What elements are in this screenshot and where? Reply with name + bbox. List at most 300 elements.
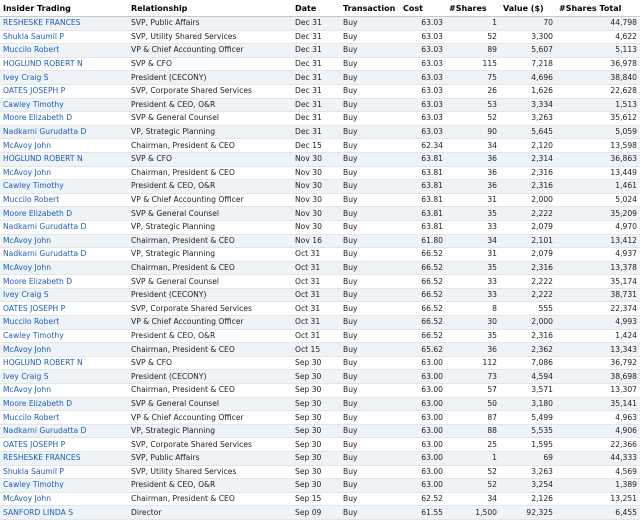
insider-name-cell [0, 248, 128, 262]
shares-cell: 90 [446, 125, 500, 139]
table-row [0, 302, 640, 316]
table-row [0, 152, 640, 166]
insider-name-link[interactable]: Muccilo Robert [3, 317, 60, 327]
value-cell: 3,571 [500, 384, 556, 398]
insider-name-cell [0, 329, 128, 343]
relationship-cell: SVP, Corporate Shared Services [128, 302, 292, 316]
insider-name-cell [0, 234, 128, 248]
date-cell: Oct 31 [292, 288, 340, 302]
shares-cell: 52 [446, 30, 500, 44]
date-cell: Sep 30 [292, 424, 340, 438]
relationship-cell: President (CECONY) [128, 71, 292, 85]
insider-name-link[interactable]: Ivey Craig S [3, 290, 49, 300]
relationship-cell: VP, Strategic Planning [128, 125, 292, 139]
shares-cell: 33 [446, 288, 500, 302]
shares-cell: 31 [446, 248, 500, 262]
table-header-row [0, 0, 640, 17]
insider-name-cell [0, 275, 128, 289]
table-row [0, 180, 640, 194]
date-cell: Dec 31 [292, 57, 340, 71]
cost-cell: 65.62 [400, 343, 446, 357]
shares-total-cell: 13,378 [556, 261, 640, 275]
relationship-cell: VP & Chief Accounting Officer [128, 193, 292, 207]
shares-cell: 57 [446, 384, 500, 398]
table-row [0, 84, 640, 98]
date-cell: Oct 15 [292, 343, 340, 357]
date-cell: Oct 31 [292, 248, 340, 262]
table-row [0, 329, 640, 343]
insider-name-link[interactable]: Cawley Timothy [3, 480, 64, 490]
insider-name-link[interactable]: Ivey Craig S [3, 371, 49, 381]
header-shares-total: #Shares Total [556, 0, 640, 17]
insider-name-link[interactable]: Shukla Saumil P [3, 466, 64, 476]
relationship-cell: SVP, Public Affairs [128, 17, 292, 31]
insider-name-link[interactable]: Moore Elizabeth D [3, 398, 73, 408]
insider-name-cell [0, 316, 128, 330]
cost-cell: 63.03 [400, 71, 446, 85]
table-row [0, 139, 640, 153]
value-cell: 5,645 [500, 125, 556, 139]
shares-cell: 50 [446, 397, 500, 411]
table-row [0, 44, 640, 58]
insider-name-cell [0, 465, 128, 479]
shares-total-cell: 22,628 [556, 84, 640, 98]
date-cell: Sep 30 [292, 411, 340, 425]
date-cell: Nov 30 [292, 180, 340, 194]
table-row [0, 370, 640, 384]
date-cell: Dec 31 [292, 84, 340, 98]
cost-cell: 63.81 [400, 220, 446, 234]
shares-cell: 115 [446, 57, 500, 71]
table-row [0, 411, 640, 425]
shares-total-cell: 22,374 [556, 302, 640, 316]
insider-name-cell [0, 180, 128, 194]
insider-name-link[interactable]: Nadkarni Gurudatta D [3, 249, 87, 259]
cost-cell: 62.34 [400, 139, 446, 153]
cost-cell: 63.03 [400, 125, 446, 139]
relationship-cell: President & CEO, O&R [128, 98, 292, 112]
insider-name-cell [0, 479, 128, 493]
insider-name-cell [0, 207, 128, 221]
header-shares: #Shares [446, 0, 500, 17]
transaction-cell: Buy [340, 465, 400, 479]
shares-cell: 88 [446, 424, 500, 438]
cost-cell: 63.00 [400, 479, 446, 493]
value-cell: 555 [500, 302, 556, 316]
table-row [0, 220, 640, 234]
insider-name-link[interactable]: Moore Elizabeth D [3, 276, 73, 286]
cost-cell: 63.03 [400, 98, 446, 112]
insider-name-link[interactable]: Moore Elizabeth D [3, 113, 73, 123]
value-cell: 2,316 [500, 329, 556, 343]
shares-total-cell: 13,598 [556, 139, 640, 153]
insider-name-link[interactable]: HOGLUND ROBERT N [3, 358, 83, 368]
shares-total-cell: 13,343 [556, 343, 640, 357]
insider-name-link[interactable]: Muccilo Robert [3, 195, 60, 205]
shares-total-cell: 35,209 [556, 207, 640, 221]
header-value: Value ($) [500, 0, 556, 17]
value-cell: 2,120 [500, 139, 556, 153]
cost-cell: 66.52 [400, 316, 446, 330]
insider-name-link[interactable]: OATES JOSEPH P [3, 303, 66, 313]
insider-name-link[interactable]: McAvoy John [3, 262, 52, 272]
shares-total-cell: 44,798 [556, 17, 640, 31]
date-cell: Dec 31 [292, 98, 340, 112]
cost-cell: 63.03 [400, 44, 446, 58]
insider-name-link[interactable]: Nadkarni Gurudatta D [3, 426, 87, 436]
cost-cell: 63.00 [400, 397, 446, 411]
transaction-cell: Buy [340, 180, 400, 194]
shares-total-cell: 35,174 [556, 275, 640, 289]
date-cell: Sep 09 [292, 506, 340, 520]
cost-cell: 63.00 [400, 438, 446, 452]
insider-name-cell [0, 152, 128, 166]
cost-cell: 63.00 [400, 356, 446, 370]
shares-total-cell: 1,424 [556, 329, 640, 343]
insider-name-link[interactable]: Nadkarni Gurudatta D [3, 222, 87, 232]
relationship-cell: Chairman, President & CEO [128, 343, 292, 357]
value-cell: 70 [500, 17, 556, 31]
insider-name-cell [0, 139, 128, 153]
relationship-cell: SVP & CFO [128, 356, 292, 370]
shares-cell: 34 [446, 234, 500, 248]
table-row [0, 98, 640, 112]
insider-name-link[interactable]: HOGLUND ROBERT N [3, 59, 83, 69]
insider-name-link[interactable]: OATES JOSEPH P [3, 86, 66, 96]
shares-cell: 36 [446, 180, 500, 194]
value-cell: 7,218 [500, 57, 556, 71]
table-row [0, 30, 640, 44]
transaction-cell: Buy [340, 112, 400, 126]
table-row [0, 166, 640, 180]
shares-total-cell: 6,455 [556, 506, 640, 520]
insider-name-cell [0, 452, 128, 466]
date-cell: Oct 31 [292, 316, 340, 330]
date-cell: Sep 30 [292, 479, 340, 493]
header-transaction: Transaction [340, 0, 400, 17]
cost-cell: 63.00 [400, 411, 446, 425]
transaction-cell: Buy [340, 288, 400, 302]
transaction-cell: Buy [340, 152, 400, 166]
shares-total-cell: 13,412 [556, 234, 640, 248]
transaction-cell: Buy [340, 370, 400, 384]
transaction-cell: Buy [340, 452, 400, 466]
cost-cell: 63.00 [400, 452, 446, 466]
insider-name-cell [0, 220, 128, 234]
date-cell: Nov 30 [292, 166, 340, 180]
insider-name-cell [0, 166, 128, 180]
date-cell: Sep 30 [292, 438, 340, 452]
insider-name-cell [0, 492, 128, 506]
insider-name-link[interactable]: Muccilo Robert [3, 45, 60, 55]
insider-name-link[interactable]: Ivey Craig S [3, 72, 49, 82]
shares-cell: 52 [446, 465, 500, 479]
transaction-cell: Buy [340, 411, 400, 425]
date-cell: Oct 31 [292, 275, 340, 289]
cost-cell: 66.52 [400, 275, 446, 289]
relationship-cell: VP & Chief Accounting Officer [128, 411, 292, 425]
value-cell: 2,126 [500, 492, 556, 506]
insider-name-link[interactable]: Cawley Timothy [3, 330, 64, 340]
shares-cell: 35 [446, 329, 500, 343]
table-row [0, 71, 640, 85]
relationship-cell: Chairman, President & CEO [128, 492, 292, 506]
shares-cell: 1 [446, 17, 500, 31]
transaction-cell: Buy [340, 220, 400, 234]
shares-total-cell: 1,389 [556, 479, 640, 493]
value-cell: 3,300 [500, 30, 556, 44]
transaction-cell: Buy [340, 84, 400, 98]
cost-cell: 66.52 [400, 329, 446, 343]
relationship-cell: SVP, Utility Shared Services [128, 30, 292, 44]
value-cell: 3,263 [500, 465, 556, 479]
insider-name-cell [0, 57, 128, 71]
insider-name-link[interactable]: SANFORD LINDA S [3, 507, 74, 517]
cost-cell: 63.03 [400, 57, 446, 71]
date-cell: Sep 30 [292, 356, 340, 370]
insider-name-cell [0, 84, 128, 98]
shares-cell: 75 [446, 71, 500, 85]
insider-name-cell [0, 44, 128, 58]
cost-cell: 63.00 [400, 424, 446, 438]
table-row [0, 193, 640, 207]
shares-total-cell: 1,513 [556, 98, 640, 112]
transaction-cell: Buy [340, 98, 400, 112]
insider-name-link[interactable]: McAvoy John [3, 140, 52, 150]
date-cell: Oct 31 [292, 329, 340, 343]
shares-cell: 34 [446, 139, 500, 153]
header-relationship: Relationship [128, 0, 292, 17]
cost-cell: 61.80 [400, 234, 446, 248]
shares-total-cell: 4,963 [556, 411, 640, 425]
date-cell: Dec 31 [292, 17, 340, 31]
insider-name-cell [0, 506, 128, 520]
relationship-cell: VP & Chief Accounting Officer [128, 44, 292, 58]
shares-cell: 25 [446, 438, 500, 452]
insider-name-link[interactable]: McAvoy John [3, 494, 52, 504]
cost-cell: 63.81 [400, 193, 446, 207]
cost-cell: 63.00 [400, 370, 446, 384]
table-row [0, 492, 640, 506]
insider-name-cell [0, 438, 128, 452]
insider-name-cell [0, 356, 128, 370]
transaction-cell: Buy [340, 71, 400, 85]
date-cell: Oct 31 [292, 261, 340, 275]
transaction-cell: Buy [340, 261, 400, 275]
table-row [0, 465, 640, 479]
date-cell: Nov 30 [292, 220, 340, 234]
value-cell: 2,314 [500, 152, 556, 166]
date-cell: Dec 31 [292, 71, 340, 85]
cost-cell: 63.81 [400, 180, 446, 194]
value-cell: 1,595 [500, 438, 556, 452]
shares-total-cell: 4,906 [556, 424, 640, 438]
insider-name-link[interactable]: Nadkarni Gurudatta D [3, 127, 87, 137]
shares-total-cell: 22,366 [556, 438, 640, 452]
table-row [0, 479, 640, 493]
insider-name-link[interactable]: RESHESKE FRANCES [3, 453, 81, 463]
transaction-cell: Buy [340, 248, 400, 262]
table-row [0, 343, 640, 357]
transaction-cell: Buy [340, 44, 400, 58]
insider-name-link[interactable]: RESHESKE FRANCES [3, 18, 81, 28]
relationship-cell: SVP, Corporate Shared Services [128, 84, 292, 98]
value-cell: 2,000 [500, 316, 556, 330]
table-row [0, 275, 640, 289]
relationship-cell: SVP, Utility Shared Services [128, 465, 292, 479]
transaction-cell: Buy [340, 17, 400, 31]
relationship-cell: President & CEO, O&R [128, 180, 292, 194]
value-cell: 3,180 [500, 397, 556, 411]
shares-total-cell: 38,698 [556, 370, 640, 384]
value-cell: 2,316 [500, 166, 556, 180]
cost-cell: 61.55 [400, 506, 446, 520]
relationship-cell: SVP & CFO [128, 57, 292, 71]
transaction-cell: Buy [340, 57, 400, 71]
shares-cell: 31 [446, 193, 500, 207]
cost-cell: 62.52 [400, 492, 446, 506]
date-cell: Sep 30 [292, 465, 340, 479]
transaction-cell: Buy [340, 30, 400, 44]
value-cell: 5,535 [500, 424, 556, 438]
shares-total-cell: 4,622 [556, 30, 640, 44]
insider-name-cell [0, 288, 128, 302]
header-cost: Cost [400, 0, 446, 17]
date-cell: Nov 30 [292, 207, 340, 221]
shares-cell: 87 [446, 411, 500, 425]
table-row [0, 438, 640, 452]
relationship-cell: VP & Chief Accounting Officer [128, 316, 292, 330]
relationship-cell: SVP & CFO [128, 152, 292, 166]
shares-cell: 34 [446, 492, 500, 506]
value-cell: 2,316 [500, 180, 556, 194]
insider-name-link[interactable]: OATES JOSEPH P [3, 439, 66, 449]
relationship-cell: Chairman, President & CEO [128, 234, 292, 248]
value-cell: 1,626 [500, 84, 556, 98]
shares-total-cell: 4,937 [556, 248, 640, 262]
transaction-cell: Buy [340, 506, 400, 520]
shares-cell: 35 [446, 261, 500, 275]
transaction-cell: Buy [340, 316, 400, 330]
relationship-cell: SVP, Public Affairs [128, 452, 292, 466]
transaction-cell: Buy [340, 479, 400, 493]
value-cell: 2,079 [500, 248, 556, 262]
shares-cell: 36 [446, 152, 500, 166]
relationship-cell: Chairman, President & CEO [128, 139, 292, 153]
insider-name-cell [0, 397, 128, 411]
insider-name-cell [0, 193, 128, 207]
insider-name-link[interactable]: Shukla Saumil P [3, 31, 64, 41]
value-cell: 5,499 [500, 411, 556, 425]
value-cell: 5,607 [500, 44, 556, 58]
date-cell: Dec 31 [292, 112, 340, 126]
value-cell: 69 [500, 452, 556, 466]
relationship-cell: SVP, Corporate Shared Services [128, 438, 292, 452]
transaction-cell: Buy [340, 207, 400, 221]
insider-name-cell [0, 125, 128, 139]
shares-cell: 89 [446, 44, 500, 58]
value-cell: 4,594 [500, 370, 556, 384]
insider-name-link[interactable]: McAvoy John [3, 167, 52, 177]
insider-name-link[interactable]: Moore Elizabeth D [3, 208, 73, 218]
date-cell: Dec 31 [292, 44, 340, 58]
insider-name-link[interactable]: Cawley Timothy [3, 99, 64, 109]
date-cell: Nov 30 [292, 193, 340, 207]
shares-total-cell: 38,840 [556, 71, 640, 85]
table-row [0, 316, 640, 330]
table-row [0, 112, 640, 126]
table-row [0, 57, 640, 71]
table-row [0, 384, 640, 398]
date-cell: Dec 15 [292, 139, 340, 153]
cost-cell: 63.03 [400, 17, 446, 31]
shares-total-cell: 36,978 [556, 57, 640, 71]
shares-total-cell: 1,461 [556, 180, 640, 194]
transaction-cell: Buy [340, 166, 400, 180]
table-row [0, 424, 640, 438]
relationship-cell: VP, Strategic Planning [128, 424, 292, 438]
insider-name-cell [0, 424, 128, 438]
shares-total-cell: 13,307 [556, 384, 640, 398]
insider-name-cell [0, 302, 128, 316]
shares-cell: 33 [446, 275, 500, 289]
table-row [0, 452, 640, 466]
insider-name-cell [0, 17, 128, 31]
insider-name-cell [0, 384, 128, 398]
table-row [0, 234, 640, 248]
value-cell: 2,222 [500, 275, 556, 289]
relationship-cell: VP, Strategic Planning [128, 220, 292, 234]
relationship-cell: Chairman, President & CEO [128, 166, 292, 180]
value-cell: 2,316 [500, 261, 556, 275]
shares-cell: 33 [446, 220, 500, 234]
relationship-cell: Chairman, President & CEO [128, 384, 292, 398]
insider-name-link[interactable]: McAvoy John [3, 235, 52, 245]
table-row [0, 288, 640, 302]
shares-total-cell: 36,863 [556, 152, 640, 166]
shares-cell: 112 [446, 356, 500, 370]
insider-name-link[interactable]: McAvoy John [3, 344, 52, 354]
relationship-cell: SVP & General Counsel [128, 397, 292, 411]
insider-name-cell [0, 30, 128, 44]
date-cell: Sep 15 [292, 492, 340, 506]
insider-name-cell [0, 370, 128, 384]
value-cell: 3,263 [500, 112, 556, 126]
transaction-cell: Buy [340, 397, 400, 411]
date-cell: Sep 30 [292, 397, 340, 411]
shares-total-cell: 13,251 [556, 492, 640, 506]
relationship-cell: President (CECONY) [128, 370, 292, 384]
transaction-cell: Buy [340, 139, 400, 153]
shares-cell: 26 [446, 84, 500, 98]
insider-name-link[interactable]: McAvoy John [3, 385, 52, 395]
shares-total-cell: 4,970 [556, 220, 640, 234]
shares-total-cell: 4,993 [556, 316, 640, 330]
shares-total-cell: 5,059 [556, 125, 640, 139]
relationship-cell: Director [128, 506, 292, 520]
date-cell: Dec 31 [292, 125, 340, 139]
shares-cell: 36 [446, 343, 500, 357]
transaction-cell: Buy [340, 193, 400, 207]
value-cell: 4,696 [500, 71, 556, 85]
shares-cell: 52 [446, 479, 500, 493]
relationship-cell: Chairman, President & CEO [128, 261, 292, 275]
insider-name-link[interactable]: Muccilo Robert [3, 412, 60, 422]
shares-cell: 52 [446, 112, 500, 126]
insider-name-link[interactable]: Cawley Timothy [3, 181, 64, 191]
insider-name-link[interactable]: HOGLUND ROBERT N [3, 154, 83, 164]
shares-total-cell: 38,731 [556, 288, 640, 302]
